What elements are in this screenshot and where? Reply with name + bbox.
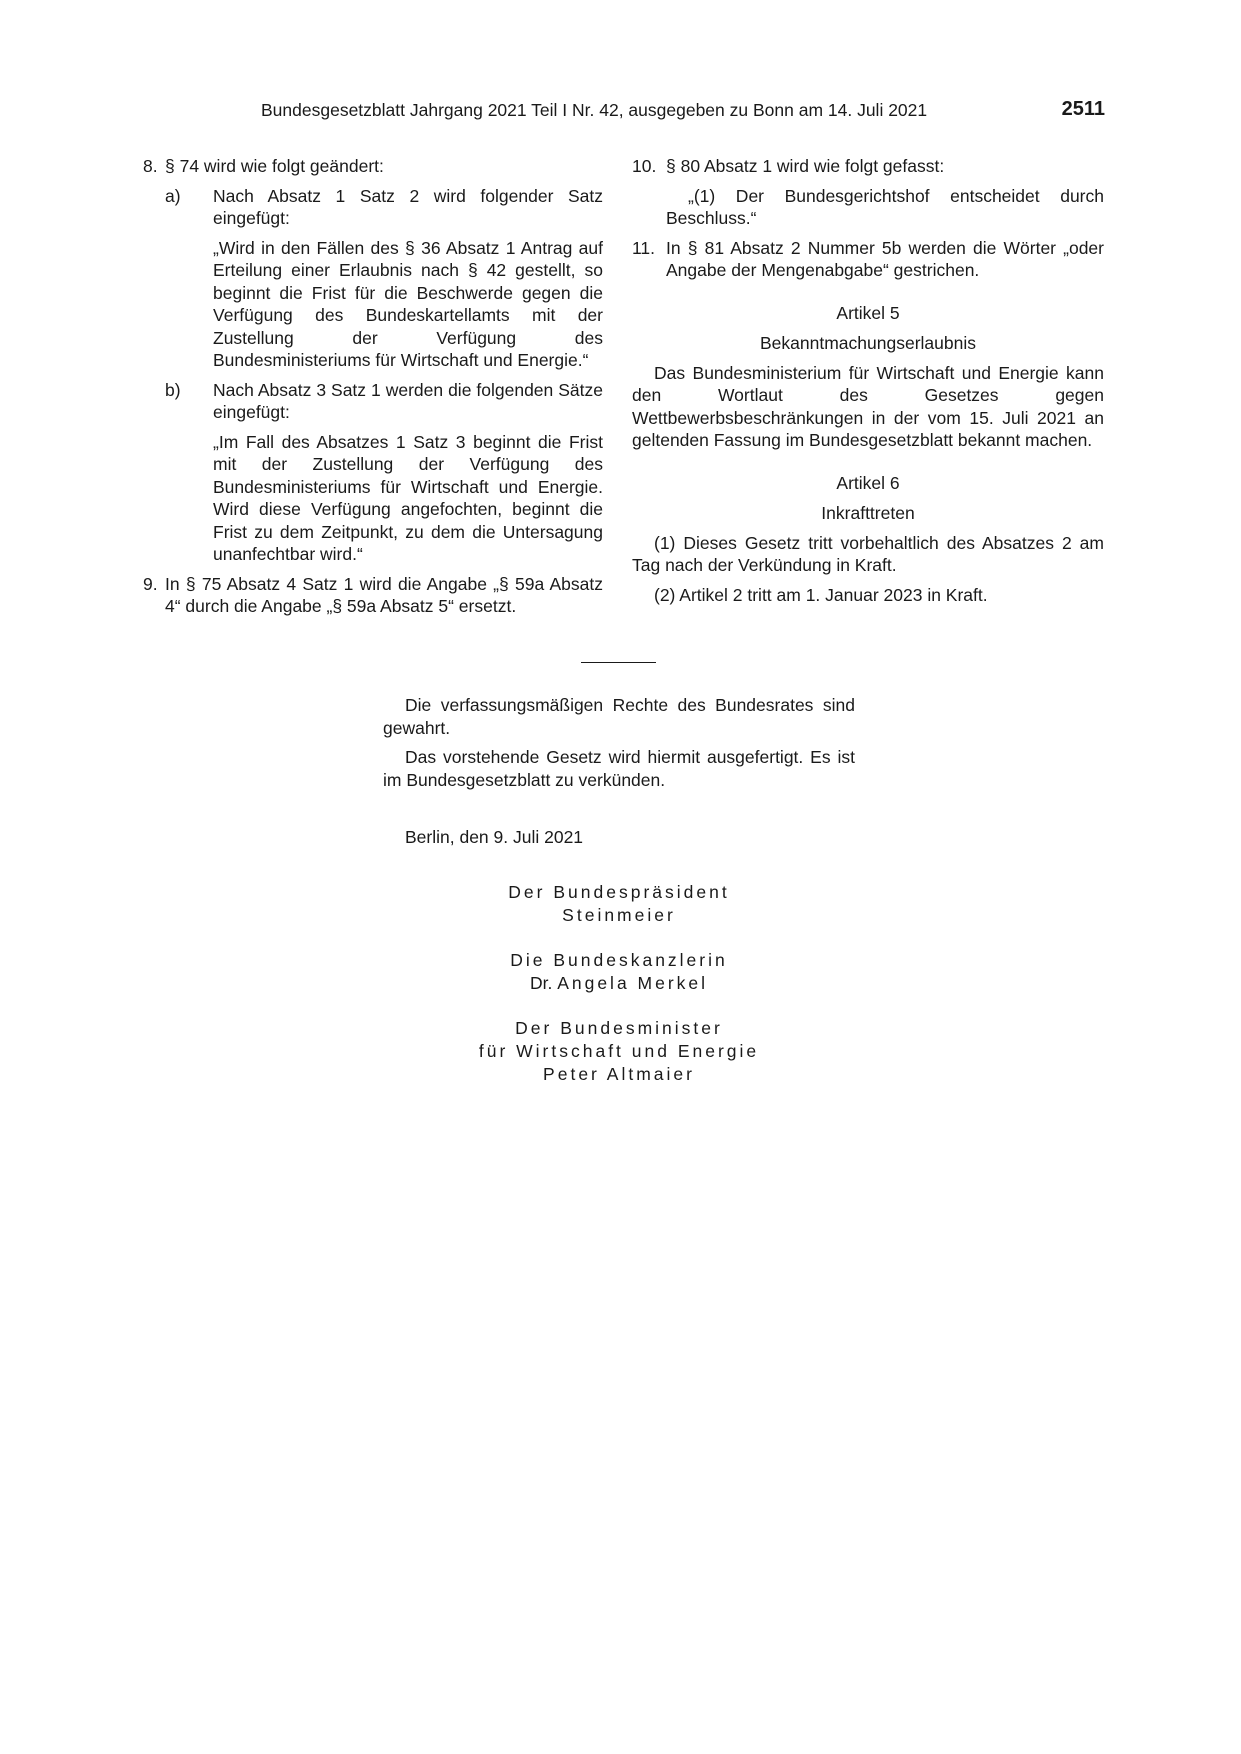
item-number: 9. [143,573,158,594]
signatory-name: Angela Merkel [557,973,709,993]
sub-item-text: Nach Absatz 3 Satz 1 werden die folgenden Sätze eingefügt: [213,379,603,422]
quote-block-b [165,431,603,566]
closing-para-1: Die verfassungsmäßigen Rechte des Bundesrates sind gewahrt. [383,695,855,738]
article-6-heading: Inkrafttreten [821,503,915,523]
article-5-text: Das Bundesministerium für Wirtschaft und Energie kann den Wortlaut des Gesetzes gegen Wettbewerbsbeschränkungen in der vom 15. Juli 2021 an geltenden Fassung im Bundesgesetzblatt bekannt machen. [632,362,1104,450]
sub-item-text: Nach Absatz 1 Satz 2 wird folgender Satz eingefügt: [213,185,603,228]
article-5-title: Artikel 5 [836,302,900,323]
page-number: 2511 [1061,98,1105,120]
signatory-name: Steinmeier [562,905,676,925]
signatory-title: Der Bundespräsident [508,882,730,902]
item-text: In § 81 Absatz 2 Nummer 5b werden die Wörter „oder Angabe der Mengenabgabe“ gestrichen. [666,237,1104,280]
signatory-title: Der Bundesminister [515,1018,723,1038]
item-number: 11. [632,237,656,258]
signatory-name-line [383,972,855,995]
quoted-sentence: „Wird in den Fällen des § 36 Absatz 1 Antrag auf Erteilung einer Erlaubnis nach § 42 gestellt, so beginnt die Frist für die Beschwerde gegen die Verfügung des Bundeskartellamts mit der Zustellung der Verfügung des Bundesministeriums für Wirtschaft und Energie.“ [213,237,603,370]
sub-item-letter: b) [165,379,181,400]
signatory-title-2: für Wirtschaft und Energie [478,1041,760,1061]
signature-chancellor [383,949,855,995]
quote-block-10 [632,185,1104,230]
closing-para-2: Das vorstehende Gesetz wird hiermit ausgefertigt. Es ist im Bundesgesetzblatt zu verkünden. [383,747,855,790]
signature-president [383,881,855,927]
article-5-heading: Bekanntmachungserlaubnis [760,333,976,353]
list-item-11 [632,237,1104,282]
left-column [143,155,603,618]
list-item-10 [632,155,1104,178]
list-item-8 [143,155,603,178]
article-6-para-1: (1) Dieses Gesetz tritt vorbehaltlich des Absatzes 2 am Tag nach der Verkündung in Kraft. [632,532,1104,575]
signatory-title: Die Bundeskanzlerin [510,950,728,970]
list-item-9 [143,573,603,618]
closing-formula [383,694,855,849]
item-text: § 80 Absatz 1 wird wie folgt gefasst: [666,156,945,176]
sub-item-letter: a) [165,185,181,206]
section-divider [581,662,656,663]
sub-item-b [165,379,603,424]
quote-block-a [165,237,603,372]
item-number: 10. [632,156,657,176]
item-text: § 74 wird wie folgt geändert: [165,156,384,176]
signatory-name: Peter Altmaier [543,1064,695,1084]
running-title: Bundesgesetzblatt Jahrgang 2021 Teil I Nr. 42, ausgegeben zu Bonn am 14. Juli 2021 [261,100,928,120]
signatory-prefix: Dr. [529,973,553,993]
article-6-para-2: (2) Artikel 2 tritt am 1. Januar 2023 in Kraft. [654,584,988,605]
item-text: In § 75 Absatz 4 Satz 1 wird die Angabe „§ 59a Absatz 4“ durch die Angabe „§ 59a Absatz 5“ ersetzt. [165,573,603,616]
item-number: 8. [143,156,158,176]
article-6-title: Artikel 6 [836,472,900,493]
signature-minister [383,1017,855,1086]
running-header [0,100,1241,126]
quoted-sentence: „(1) Der Bundesgerichtshof entscheidet durch Beschluss.“ [666,185,1104,228]
sub-item-a [165,185,603,230]
right-column [632,155,1104,606]
quoted-sentence: „Im Fall des Absatzes 1 Satz 3 beginnt die Frist mit der Zustellung der Verfügung des Bundesministeriums für Wirtschaft und Energie. Wird diese Verfügung angefochten, beginnt die Frist zu dem Zeitpunkt, zu dem die Untersagung unanfechtbar wird.“ [213,431,603,564]
place-date: Berlin, den 9. Juli 2021 [405,827,584,847]
